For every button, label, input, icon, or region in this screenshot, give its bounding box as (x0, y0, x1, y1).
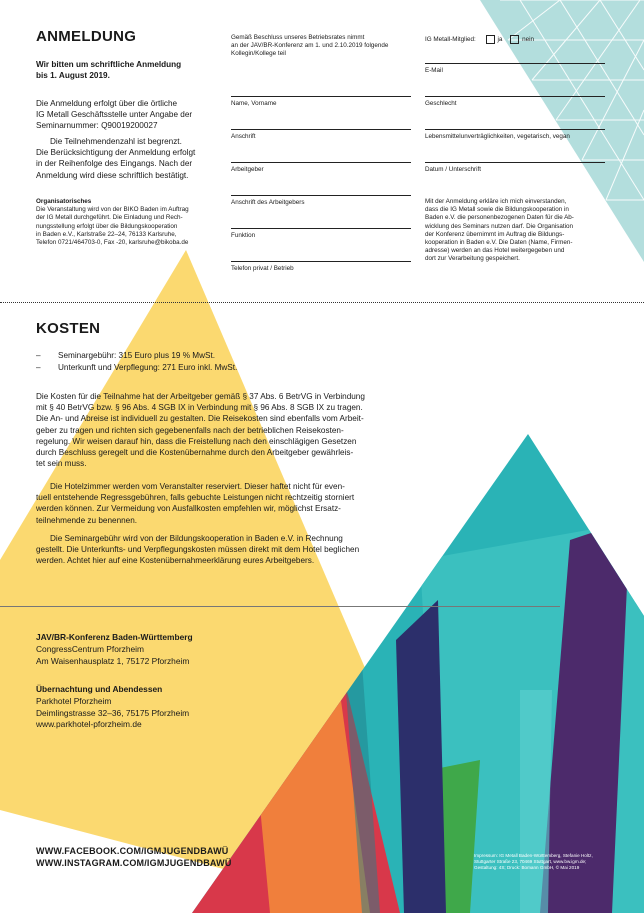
field-funktion[interactable]: Funktion (231, 228, 411, 239)
venue-conference: JAV/BR-Konferenz Baden-Württemberg CongressCentrum Pforzheim Am Waisenhausplatz 1, 75172 Pforzheim (36, 632, 296, 667)
kosten-title: KOSTEN (36, 320, 101, 337)
imprint: Impressum: IG Metall Baden-Württemberg, Stefanie Holtz, Stuttgarter Straße 23, 70469 Stuttgart, www.bw.igm.de; Gestaltung: 4S; Druck: Bomann GmbH, © Mai 2019 (474, 853, 593, 871)
anmeldung-text-1: Die Anmeldung erfolgt über die örtliche IG Metall Geschäftsstelle unter Angabe der Seminarnummer: Q90019200027 (36, 99, 193, 131)
field-anschrift-arbeitgeber[interactable]: Anschrift des Arbeitgebers (231, 195, 411, 206)
anmeldung-title: ANMELDUNG (36, 28, 137, 45)
field-email[interactable]: E-Mail (425, 63, 605, 74)
hotel-website-link[interactable]: www.parkhotel-pforzheim.de (36, 719, 142, 730)
venue-hotel: Übernachtung und Abendessen Parkhotel Pforzheim Deimlingstrasse 32–36, 75175 Pforzheim www.parkhotel-pforzheim.de (36, 684, 296, 731)
separator-solid (0, 606, 560, 607)
kosten-text-3: Die Seminargebühr wird von der Bildungskooperation in Baden e.V. in Rechnung gestellt. Die Unterkunfts- und Verpflegungskosten müssen direkt mit dem Hotel beglichen werden. Achtet hier auf eine Kostenübernahmeerklärung eures Arbeitgebers. (36, 534, 360, 566)
hotel-title: Übernachtung und Abendessen (36, 684, 163, 694)
field-anschrift[interactable]: Anschrift (231, 129, 411, 140)
field-telefon[interactable]: Telefon privat / Betrieb (231, 261, 411, 272)
form-intro: Gemäß Beschluss unseres Betriebsrates nimmt an der JAV/BR-Konferenz am 1. und 2.10.2019 folgende Kollegin/Kollege teil (231, 34, 389, 58)
org-heading: Organisatorisches (36, 198, 92, 205)
field-datum-unterschrift[interactable]: Datum / Unterschrift (425, 162, 605, 173)
kosten-text-2: Die Hotelzimmer werden vom Veranstalter reserviert. Dieser haftet nicht für even- tuell entstehende Regressgebühren, falls gebuchte Leistungen nicht rechtzeitig storniert werden können. Zur Vermeidung von Ausfallkosten empfehlen wir, möglichst Ersatz- teilnehmende zu benennen. (36, 482, 355, 525)
list-item: – Seminargebühr: 315 Euro plus 19 % MwSt. (36, 351, 216, 360)
facebook-link[interactable]: WWW.FACEBOOK.COM/IGMJUGENDBAWÜ (36, 846, 229, 856)
checkbox-ja[interactable] (486, 35, 495, 44)
organisatorisches: Organisatorisches Die Veranstaltung wird von der BIKO Baden im Auftrag der IG Metall durchgeführt. Die Einladung und Rech- nungsstellung erfolgt über die Bildungskooperation in Baden e.V., Karlstraße 22–24, 76133 Karlsruhe, Telefon 0721/464703-0, Fax -20, karlsruhe@bikoba.de (36, 198, 226, 247)
member-row: IG Metall-Mitglied: ja nein (425, 36, 535, 44)
consent-text: Mit der Anmeldung erkläre ich mich einverstanden, dass die IG Metall sowie die Bildungskooperation in Baden e.V. die personenbezogenen Daten für die Ab- wicklung des Seminars nutzen darf. Die Organisation der Konferenz übernimmt im Auftrag die Bildungs- kooperation in Baden e.V. Die Daten (Name, Firmen- adresse) werden an das Hotel weitergegeben und dort zur Verarbeitung gespeichert. (425, 198, 574, 263)
kosten-text-1: Die Kosten für die Teilnahme hat der Arbeitgeber gemäß § 37 Abs. 6 BetrVG in Verbindung mit § 40 BetrVG bzw. § 96 Abs. 4 SGB IX in Verbindung mit § 96 Abs. 8 SGB IX zu tragen. Die An- und Abreise ist individuell zu gestalten. Die Reisekosten sind ebenfalls vom Arbeit- geber zu tragen und richten sich gegebenenfalls nach der betrieblichen Reisekosten- regelung. Wir weisen darauf hin, dass die Freistellung nach den einschlägigen Gesetzen durch Beschluss geregelt und die Kostenübernahme durch den Arbeitgeber gewährleis- tet sein muss. (36, 392, 365, 469)
field-geschlecht[interactable]: Geschlecht (425, 96, 605, 107)
conference-title: JAV/BR-Konferenz Baden-Württemberg (36, 632, 193, 642)
field-lebensmittel[interactable]: Lebensmittelunverträglichkeiten, vegetarisch, vegan (425, 129, 605, 140)
field-name[interactable]: Name, Vorname (231, 96, 411, 107)
instagram-link[interactable]: WWW.INSTAGRAM.COM/IGMJUGENDBAWÜ (36, 858, 232, 868)
list-item: – Unterkunft und Verpflegung: 271 Euro inkl. MwSt. (36, 362, 238, 372)
anmeldung-text-2: Die Teilnehmendenzahl ist begrenzt. Die Berücksichtigung der Anmeldung erfolgt in der Reihenfolge des Eingangs. Nach der Anmeldung wird diese schriftlich bestätigt. (36, 137, 196, 180)
separator-dotted (0, 302, 644, 303)
kosten-list (36, 350, 436, 373)
social-links (36, 845, 316, 869)
checkbox-nein[interactable] (510, 35, 519, 44)
field-arbeitgeber[interactable]: Arbeitgeber (231, 162, 411, 173)
anmeldung-request: Wir bitten um schriftliche Anmeldung bis 1. August 2019. (36, 60, 182, 81)
